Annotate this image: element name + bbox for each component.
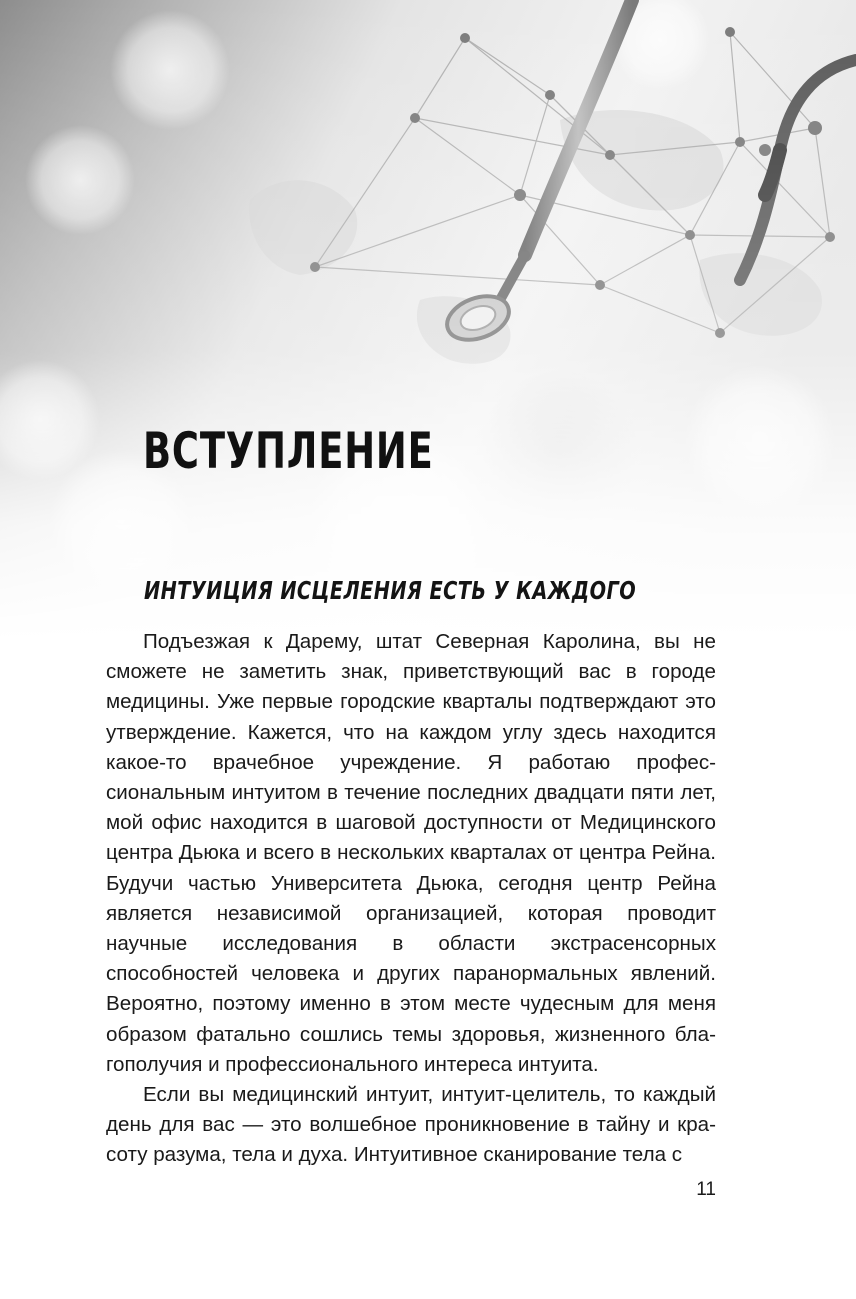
paragraph: Подъезжая к Дарему, штат Северная Каролина, вы не сможете не заметить знак, приветствующий вас в городе медицины. Уже первые городские кварталы подтверждают это утверждение. Кажется, что на каждом углу здесь находится какое-то врачебное учреждение. Я работаю профессиональным интуитом в течение последних двадцати пяти лет, мой офис находится в шаговой доступности от Медицинского центра Дьюка и всего в нескольких кварталах от центра Рейна. Будучи частью Университета Дьюка, сегодня центр Рейна является независимой организацией, которая проводит научные исследования в области экстрасенсорных способностей человека и других паранормальных явлений. Вероятно, поэтому именно в этом месте чудесным для меня образом фатально сошлись темы здоровья, жизненного благополучия и профессионального интереса интуита.: [106, 630, 716, 1076]
body-text: [106, 627, 716, 1171]
hero-illustration: [0, 0, 856, 640]
chapter-title: ВСТУПЛЕНИЕ: [143, 422, 434, 480]
page-number: 11: [696, 1179, 716, 1200]
section-title: ИНТУИЦИЯ ИСЦЕЛЕНИЯ ЕСТЬ У КАЖДОГО: [144, 576, 637, 605]
paragraph: Если вы медицинский интуит, интуит-целитель, то каждый день для вас — это волшебное проникновение в тайну и красоту разума, тела и духа. Интуитивное сканирование тела с: [106, 1083, 716, 1167]
